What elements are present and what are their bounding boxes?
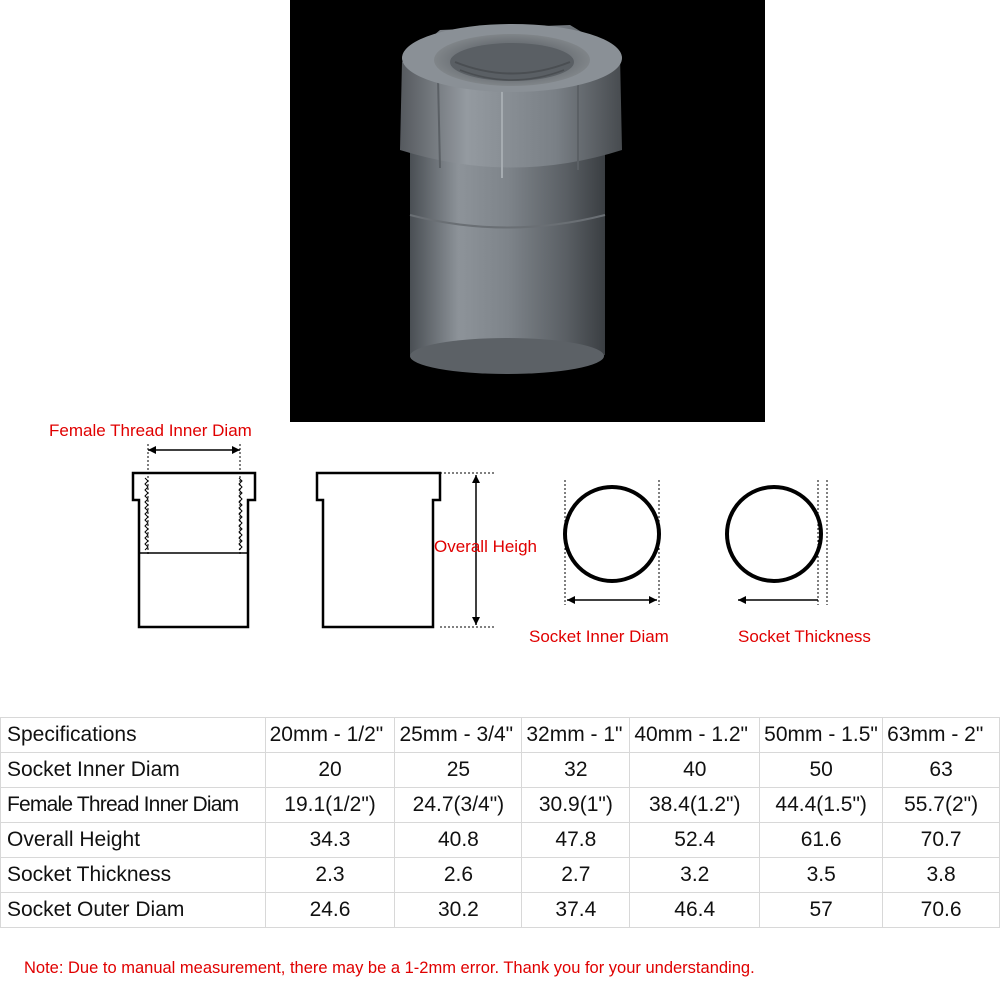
table-cell: 55.7(2") <box>883 788 1000 823</box>
product-photo <box>290 0 765 422</box>
row-label: Socket Outer Diam <box>1 893 266 928</box>
socket-thickness-label: Socket Thickness <box>738 627 871 646</box>
table-cell: 50 <box>760 753 883 788</box>
table-cell: 25 <box>395 753 522 788</box>
table-cell: 3.2 <box>630 858 760 893</box>
row-label: Overall Height <box>1 823 266 858</box>
table-cell: 24.7(3/4") <box>395 788 522 823</box>
table-cell: 47.8 <box>522 823 630 858</box>
table-cell: 57 <box>760 893 883 928</box>
table-header-row <box>1 718 1000 753</box>
table-row <box>1 788 1000 823</box>
table-cell: 34.3 <box>265 823 395 858</box>
socket-inner-label: Socket Inner Diam <box>529 627 669 646</box>
row-label: Socket Thickness <box>1 858 266 893</box>
overall-height-label: Overall Heigh <box>434 537 537 556</box>
dimension-diagram <box>0 420 1000 660</box>
table-row <box>1 823 1000 858</box>
header-cell: 32mm - 1" <box>522 718 630 753</box>
table-cell: 30.2 <box>395 893 522 928</box>
table-cell: 3.5 <box>760 858 883 893</box>
header-cell: Specifications <box>1 718 266 753</box>
table-cell: 40.8 <box>395 823 522 858</box>
pvc-fitting-image <box>290 0 765 422</box>
header-cell: 20mm - 1/2" <box>265 718 395 753</box>
socket-thickness-circle <box>727 487 821 581</box>
table-cell: 3.8 <box>883 858 1000 893</box>
row-label: Female Thread Inner Diam <box>1 788 266 823</box>
socket-inner-circle <box>565 487 659 581</box>
header-cell: 63mm - 2" <box>883 718 1000 753</box>
table-cell: 44.4(1.5") <box>760 788 883 823</box>
table-cell: 38.4(1.2") <box>630 788 760 823</box>
table-row <box>1 893 1000 928</box>
header-cell: 25mm - 3/4" <box>395 718 522 753</box>
specifications-table <box>0 717 1000 928</box>
table-cell: 32 <box>522 753 630 788</box>
table-cell: 52.4 <box>630 823 760 858</box>
table-cell: 70.7 <box>883 823 1000 858</box>
threaded-section-outline <box>133 473 255 627</box>
table-cell: 20 <box>265 753 395 788</box>
plain-section-outline <box>317 473 440 627</box>
table-cell: 46.4 <box>630 893 760 928</box>
table-row <box>1 858 1000 893</box>
table-row <box>1 753 1000 788</box>
header-cell: 50mm - 1.5" <box>760 718 883 753</box>
table-cell: 37.4 <box>522 893 630 928</box>
measurement-note: Note: Due to manual measurement, there may be a 1-2mm error. Thank you for your understanding. <box>24 959 755 977</box>
table-cell: 61.6 <box>760 823 883 858</box>
table-cell: 40 <box>630 753 760 788</box>
table-cell: 70.6 <box>883 893 1000 928</box>
table-cell: 30.9(1") <box>522 788 630 823</box>
table-cell: 19.1(1/2") <box>265 788 395 823</box>
female-thread-label: Female Thread Inner Diam <box>49 421 252 440</box>
table-cell: 24.6 <box>265 893 395 928</box>
table-cell: 2.3 <box>265 858 395 893</box>
header-cell: 40mm - 1.2" <box>630 718 760 753</box>
row-label: Socket Inner Diam <box>1 753 266 788</box>
table-cell: 63 <box>883 753 1000 788</box>
table-cell: 2.6 <box>395 858 522 893</box>
table-cell: 2.7 <box>522 858 630 893</box>
